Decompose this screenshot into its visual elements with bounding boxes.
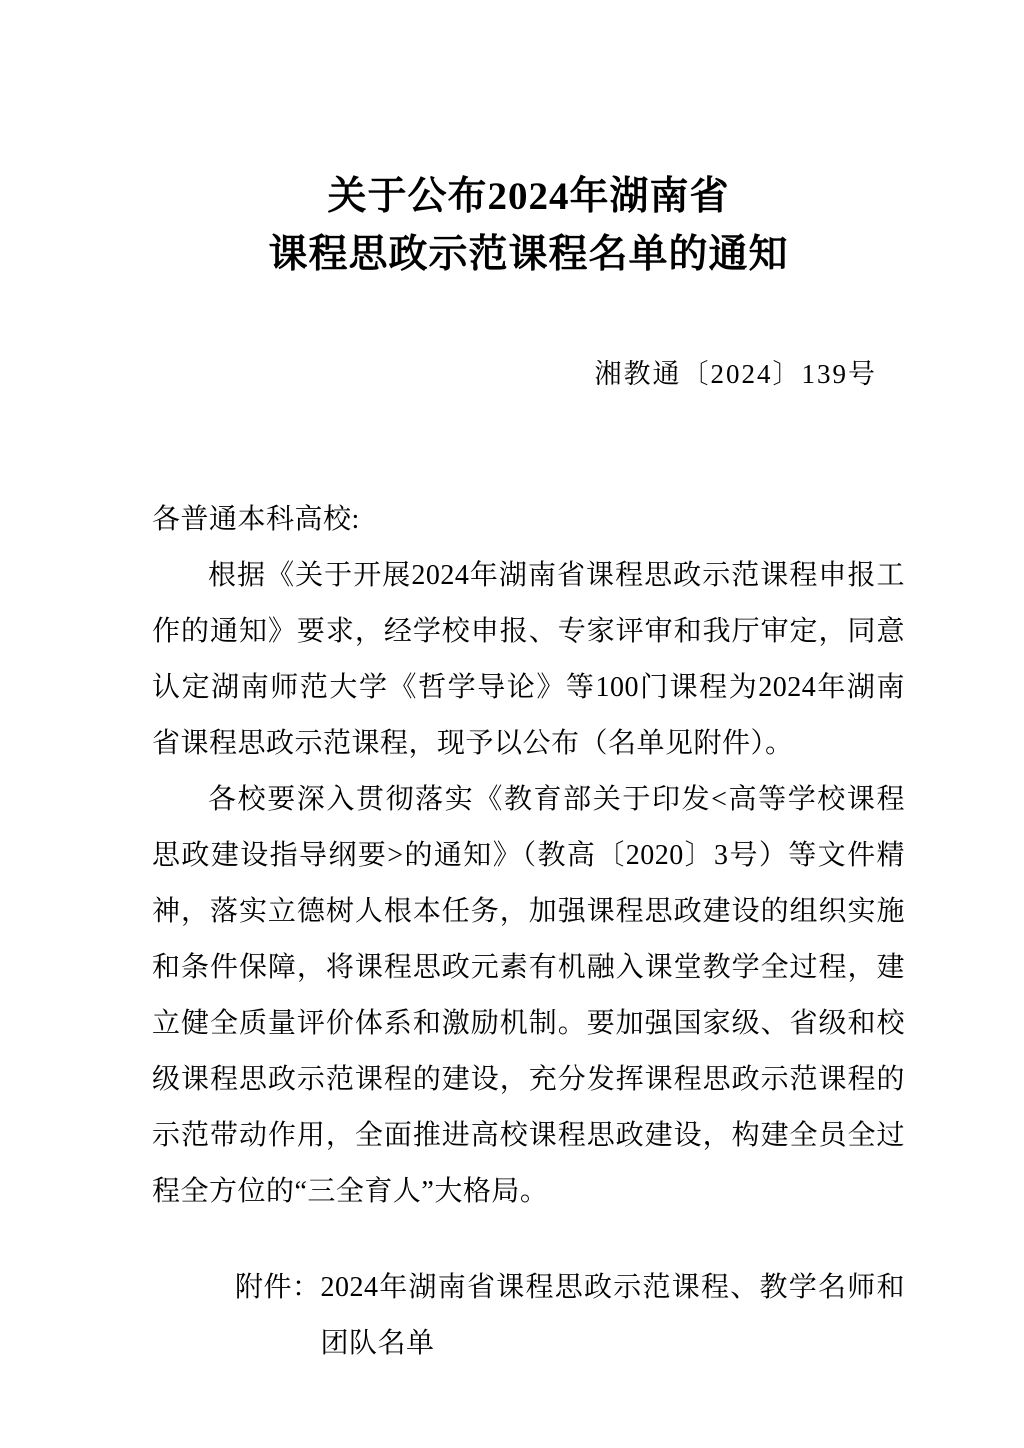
title-line-1: 关于公布2024年湖南省 bbox=[327, 175, 730, 218]
document-number: 湘教通〔2024〕139号 bbox=[594, 359, 877, 389]
document-body bbox=[152, 492, 905, 1372]
paragraph-2: 各校要深入贯彻落实《教育部关于印发<高等学校课程思政建设指导纲要>的通知》（教高〔2020〕3号）等文件精神，落实立德树人根本任务，加强课程思政建设的组织实施和条件保障，将课程思政元素有机融入课堂教学全过程，建立健全质量评价体系和激励机制。要加强国家级、省级和校级课程思政示范课程的建设，充分发挥课程思政示范课程的示范带动作用，全面推进高校课程思政建设，构建全员全过程全方位的“三全育人”大格局。 bbox=[152, 784, 905, 1207]
salutation: 各普通本科高校: bbox=[152, 504, 360, 535]
attachment-line bbox=[235, 1260, 905, 1372]
title-line-2: 课程思政示范课程名单的通知 bbox=[268, 233, 789, 276]
paragraph-1: 根据《关于开展2024年湖南省课程思政示范课程申报工作的通知》要求，经学校申报、专家评审和我厅审定，同意认定湖南师范大学《哲学导论》等100门课程为2024年湖南省课程思政示范课程，现予以公布（名单见附件）。 bbox=[152, 560, 905, 759]
attachment-text: 2024年湖南省课程思政示范课程、教学名师和团队名单 bbox=[320, 1272, 905, 1359]
document-title bbox=[152, 168, 905, 284]
attachment-label: 附件： bbox=[235, 1272, 321, 1303]
